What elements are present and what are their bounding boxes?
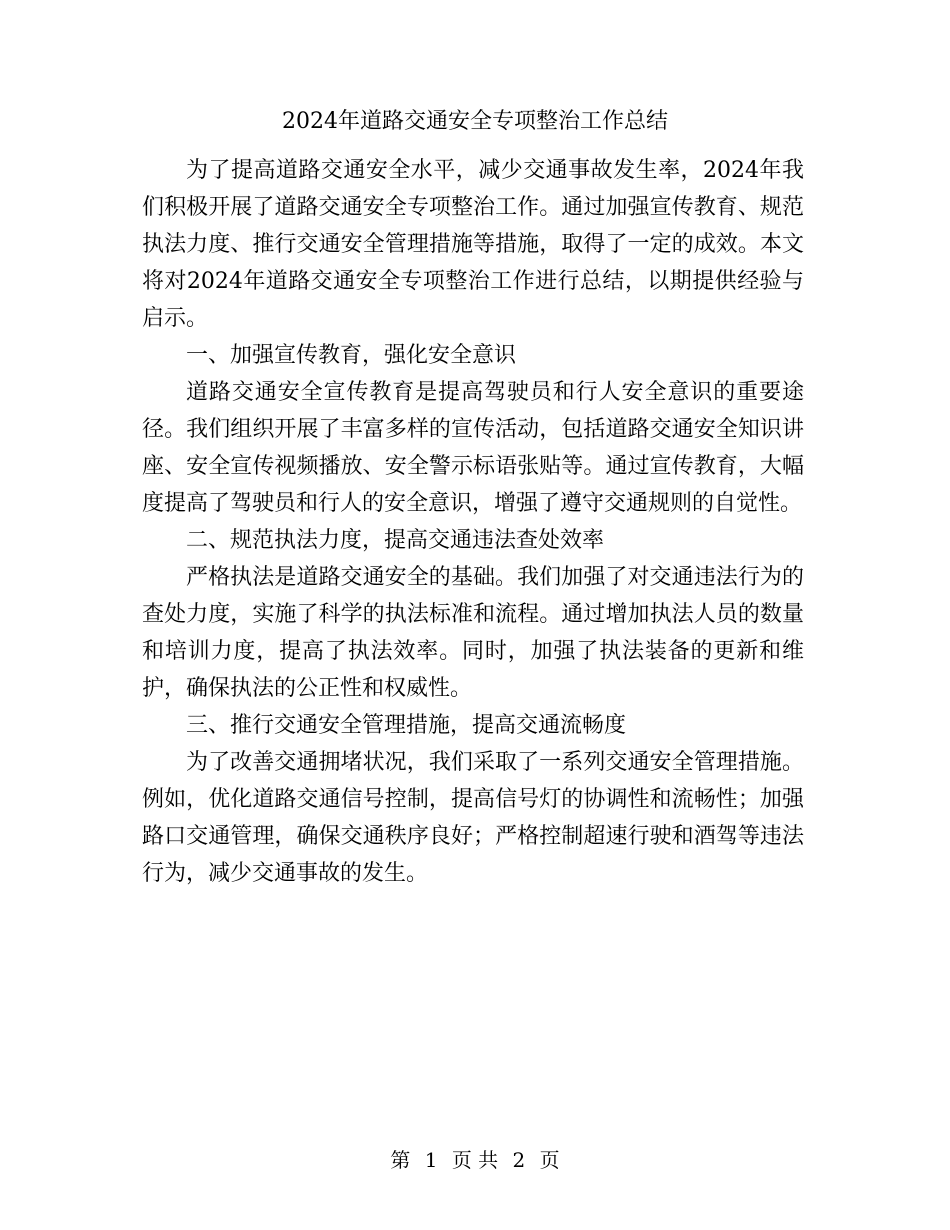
footer-suffix: 页	[539, 1148, 560, 1172]
current-page-number: 1	[424, 1148, 438, 1172]
section-heading-1: 一、加强宣传教育，强化安全意识	[186, 343, 517, 368]
intro-paragraph: 为了提高道路交通安全水平，减少交通事故发生率，2024年我们积极开展了道路交通安全专项整治工作。通过加强宣传教育、规范执法力度、推行交通安全管理措施等措施，取得了一定的成效。本文将对2024年道路交通安全专项整治工作进行总结，以期提供经验与启示。	[142, 158, 804, 331]
document-title: 2024年道路交通安全专项整治工作总结	[282, 109, 668, 134]
section-3-paragraph: 为了改善交通拥堵状况，我们采取了一系列交通安全管理措施。例如，优化道路交通信号控制，提高信号灯的协调性和流畅性；加强路口交通管理，确保交通秩序良好；严格控制超速行驶和酒驾等违法行为，减少交通事故的发生。	[142, 750, 804, 886]
section-heading-3: 三、推行交通安全管理措施，提高交通流畅度	[186, 713, 627, 738]
footer-prefix: 第	[390, 1148, 411, 1172]
page-number-footer	[0, 1146, 950, 1174]
footer-middle: 页 共	[451, 1148, 499, 1172]
document-body	[142, 152, 804, 892]
section-heading-2: 二、规范执法力度，提高交通违法查处效率	[186, 528, 605, 553]
section-2-paragraph: 严格执法是道路交通安全的基础。我们加强了对交通违法行为的查处力度，实施了科学的执法标准和流程。通过增加执法人员的数量和培训力度，提高了执法效率。同时，加强了执法装备的更新和维护，确保执法的公正性和权威性。	[142, 565, 804, 701]
section-1-paragraph: 道路交通安全宣传教育是提高驾驶员和行人安全意识的重要途径。我们组织开展了丰富多样的宣传活动，包括道路交通安全知识讲座、安全宣传视频播放、安全警示标语张贴等。通过宣传教育，大幅度提高了驾驶员和行人的安全意识，增强了遵守交通规则的自觉性。	[142, 380, 804, 516]
total-page-number: 2	[512, 1148, 526, 1172]
